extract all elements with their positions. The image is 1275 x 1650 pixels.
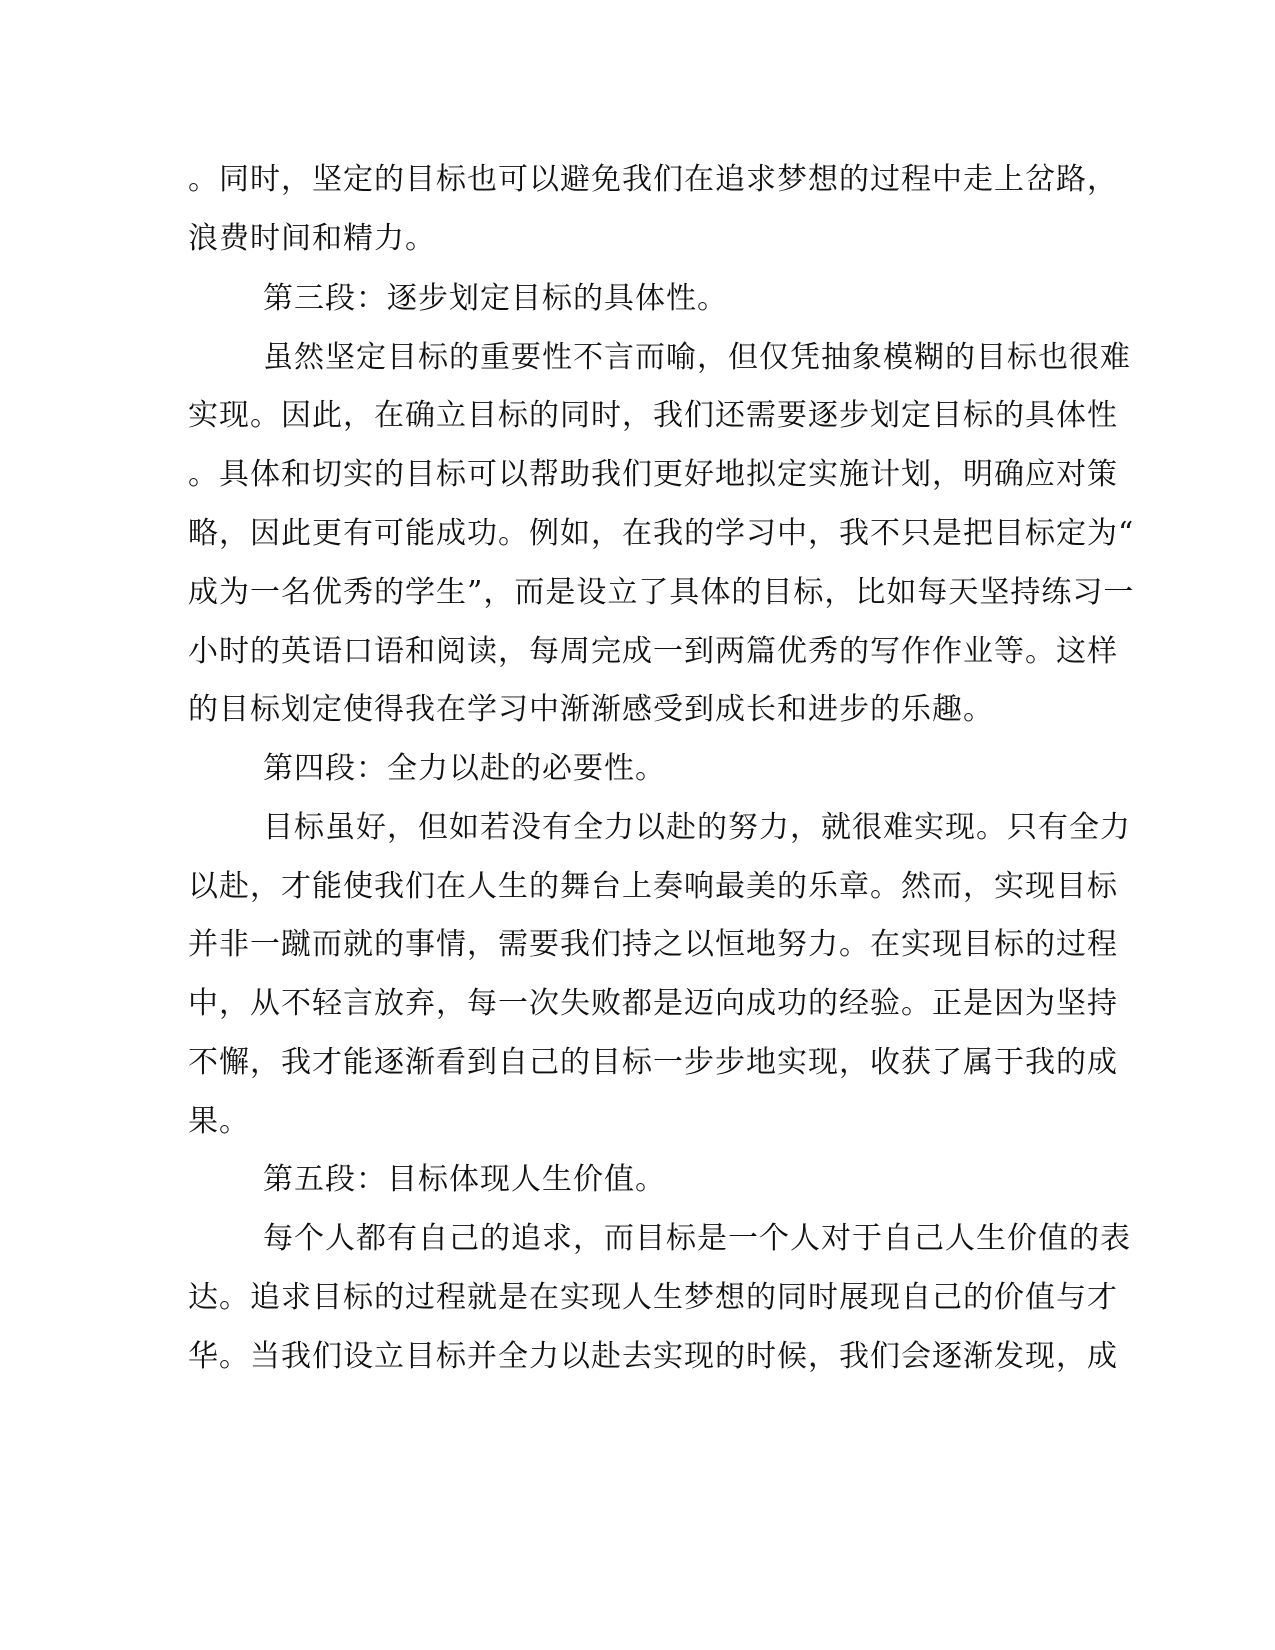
paragraph-start: 虽然坚定目标的重要性不言而喻，但仅凭抽象模糊的目标也很难 <box>263 340 1131 375</box>
section-heading-5: 第五段：目标体现人生价值。 <box>263 1162 666 1197</box>
text-line: 成为一名优秀的学生”，而是设立了具体的目标，比如每天坚持练习一 <box>188 575 1135 610</box>
text-line: 小时的英语口语和阅读，每周完成一到两篇优秀的写作作业等。这样 <box>188 634 1118 669</box>
text-line: 果。 <box>188 1104 250 1139</box>
section-heading-3: 第三段：逐步划定目标的具体性。 <box>263 281 728 316</box>
text-line: 中，从不轻言放弃，每一次失败都是迈向成功的经验。正是因为坚持 <box>188 986 1118 1021</box>
text-line: 浪费时间和精力。 <box>188 221 436 256</box>
text-line: 以赴，才能使我们在人生的舞台上奏响最美的乐章。然而，实现目标 <box>188 869 1118 904</box>
text-line: 。同时，坚定的目标也可以避免我们在追求梦想的过程中走上岔路， <box>188 162 1118 197</box>
text-line: 达。追求目标的过程就是在实现人生梦想的同时展现自己的价值与才 <box>188 1280 1118 1315</box>
text-line: 略，因此更有可能成功。例如，在我的学习中，我不只是把目标定为“ <box>188 516 1135 551</box>
section-heading-4: 第四段：全力以赴的必要性。 <box>263 751 666 786</box>
text-line: 实现。因此，在确立目标的同时，我们还需要逐步划定目标的具体性 <box>188 398 1118 433</box>
text-line: 华。当我们设立目标并全力以赴去实现的时候，我们会逐渐发现，成 <box>188 1339 1118 1374</box>
text-line: 。具体和切实的目标可以帮助我们更好地拟定实施计划，明确应对策 <box>188 457 1118 492</box>
text-line: 不懈，我才能逐渐看到自己的目标一步步地实现，收获了属于我的成 <box>188 1045 1118 1080</box>
paragraph-start: 每个人都有自己的追求，而目标是一个人对于自己人生价值的表 <box>263 1221 1131 1256</box>
text-line: 并非一蹴而就的事情，需要我们持之以恒地努力。在实现目标的过程 <box>188 927 1118 962</box>
paragraph-start: 目标虽好，但如若没有全力以赴的努力，就很难实现。只有全力 <box>263 810 1131 845</box>
text-line: 的目标划定使得我在学习中渐渐感受到成长和进步的乐趣。 <box>188 692 994 727</box>
